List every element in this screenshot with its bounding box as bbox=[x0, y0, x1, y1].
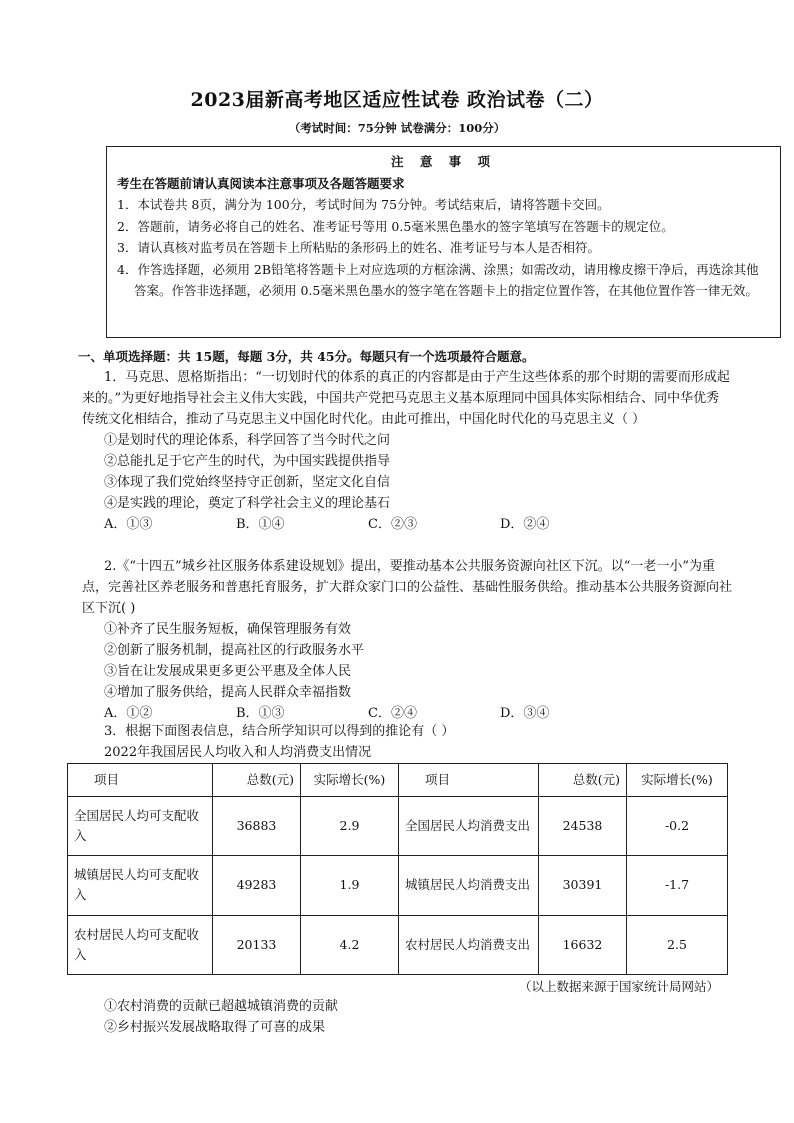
table-cell: 16632 bbox=[539, 915, 627, 974]
table-cell: 城镇居民人均消费支出 bbox=[399, 856, 539, 915]
question-option: ④是实践的理论，奠定了科学社会主义的理论基石 bbox=[104, 496, 391, 511]
choice-d: D．②④ bbox=[500, 517, 550, 532]
notice-item: 2．答题前，请务必将自己的姓名、准考证号等用 0.5毫米黑色墨水的签字笔填写在答题卡的规定位。 bbox=[117, 218, 674, 234]
question-option: ①农村消费的贡献已超越城镇消费的贡献 bbox=[104, 999, 339, 1014]
notice-box bbox=[106, 146, 781, 338]
table-header: 总数(元) bbox=[539, 764, 627, 797]
table-cell: 农村居民人均可支配收入 bbox=[68, 915, 213, 974]
table-cell: 49283 bbox=[213, 856, 301, 915]
exam-title: 2023届新高考地区适应性试卷 政治试卷（二） bbox=[190, 89, 604, 111]
table-cell: 20133 bbox=[213, 915, 301, 974]
table-cell: 36883 bbox=[213, 796, 301, 855]
question-stem: 1．马克思、恩格斯指出：“一切划时代的体系的真正的内容都是由于产生这些体系的那个时期的需要而形成起来的。”为更好地指导社会主义伟大实践，中国共产党把马克思主义基本原理同中国具体实际相结合、同中华优秀传统文化相结合，推动了马克思主义中国化时代化。由此可推出，中国化时代化的马克思主义（ ） bbox=[82, 370, 730, 427]
choice-b: B．①③ bbox=[236, 706, 285, 721]
table-cell: 城镇居民人均可支配收入 bbox=[68, 856, 213, 915]
table-cell: 1.9 bbox=[301, 856, 399, 915]
notice-item: 3．请认真核对监考员在答题卡上所粘贴的条形码上的姓名、准考证号与本人是否相符。 bbox=[117, 240, 600, 255]
income-table bbox=[67, 763, 728, 975]
question-3-options bbox=[82, 996, 732, 1038]
question-option: ②创新了服务机制，提高社区的行政服务水平 bbox=[104, 643, 365, 658]
question-option: ②总能扎足于它产生的时代，为中国实践提供指导 bbox=[104, 454, 391, 469]
question-option: ①是划时代的理论体系，科学回答了当今时代之问 bbox=[104, 433, 391, 448]
table-cell: -1.7 bbox=[627, 856, 728, 915]
question-option: ④增加了服务供给，提高人民群众幸福指数 bbox=[104, 685, 352, 700]
notice-item: 1．本试卷共 8页，满分为 100分，考试时间为 75分钟。考试结束后，请将答题卡交回。 bbox=[117, 197, 610, 212]
notice-lead: 考生在答题前请认真阅读本注意事项及各题答题要求 bbox=[117, 175, 405, 191]
table-header: 实际增长(%) bbox=[301, 764, 399, 797]
choice-a: A．①③ bbox=[104, 517, 153, 532]
question-1 bbox=[82, 367, 732, 535]
notice-item: 4．作答选择题，必须用 2B铅笔将答题卡上对应选项的方框涂满、涂黑；如需改动，请用橡皮擦干净后，再选涂其他答案。作答非选择题，必须用 0.5毫米黑色墨水的签字笔在答题卡上的指定位置作答，在其他位置作答一律无效。 bbox=[117, 261, 759, 298]
table-header: 项目 bbox=[68, 764, 213, 797]
choice-c: C．②④ bbox=[368, 706, 417, 721]
table-cell: 2.5 bbox=[627, 915, 728, 974]
question-2 bbox=[82, 556, 732, 724]
table-caption: 2022年我国居民人均收入和人均消费支出情况 bbox=[104, 745, 372, 760]
section-heading: 一、单项选择题：共 15题，每题 3分，共 45分。每题只有一个选项最符合题意。 bbox=[78, 349, 535, 364]
table-cell: -0.2 bbox=[627, 796, 728, 855]
question-3 bbox=[82, 721, 732, 763]
question-stem: 2.《“十四五”城乡社区服务体系建设规划》提出，要推动基本公共服务资源向社区下沉。以“一老一小”为重点，完善社区养老服务和普惠托育服务，扩大群众家门口的公益性、基础性服务供给。推动基本公共服务资源向社区下沉( ) bbox=[82, 559, 733, 616]
choice-b: B．①④ bbox=[236, 517, 285, 532]
table-header-row bbox=[68, 764, 728, 797]
answer-choices bbox=[82, 514, 732, 535]
table-cell: 30391 bbox=[539, 856, 627, 915]
table-row bbox=[68, 796, 728, 855]
table-header: 实际增长(%) bbox=[627, 764, 728, 797]
choice-d: D．③④ bbox=[500, 706, 550, 721]
notice-heading: 注 意 事 项 bbox=[390, 154, 497, 169]
table-cell: 农村居民人均消费支出 bbox=[399, 915, 539, 974]
table-cell: 全国居民人均消费支出 bbox=[399, 796, 539, 855]
table-row bbox=[68, 856, 728, 915]
table-row bbox=[68, 915, 728, 974]
choice-a: A．①② bbox=[104, 706, 153, 721]
table-header: 总数(元) bbox=[213, 764, 301, 797]
choice-c: C．②③ bbox=[368, 517, 417, 532]
table-header: 项目 bbox=[399, 764, 539, 797]
question-option: ②乡村振兴发展战略取得了可喜的成果 bbox=[104, 1020, 326, 1035]
question-stem: 3．根据下面图表信息，结合所学知识可以得到的推论有（ ） bbox=[104, 724, 455, 739]
table-cell: 全国居民人均可支配收入 bbox=[68, 796, 213, 855]
exam-subtitle: （考试时间：75分钟 试卷满分：100分） bbox=[288, 121, 506, 135]
table-cell: 4.2 bbox=[301, 915, 399, 974]
data-source: （以上数据来源于国家统计局网站） bbox=[518, 979, 719, 994]
question-option: ③体现了我们党始终坚持守正创新，坚定文化自信 bbox=[104, 475, 391, 490]
question-option: ③旨在让发展成果更多更公平惠及全体人民 bbox=[104, 664, 352, 679]
question-option: ①补齐了民生服务短板，确保管理服务有效 bbox=[104, 622, 352, 637]
table-cell: 24538 bbox=[539, 796, 627, 855]
table-cell: 2.9 bbox=[301, 796, 399, 855]
